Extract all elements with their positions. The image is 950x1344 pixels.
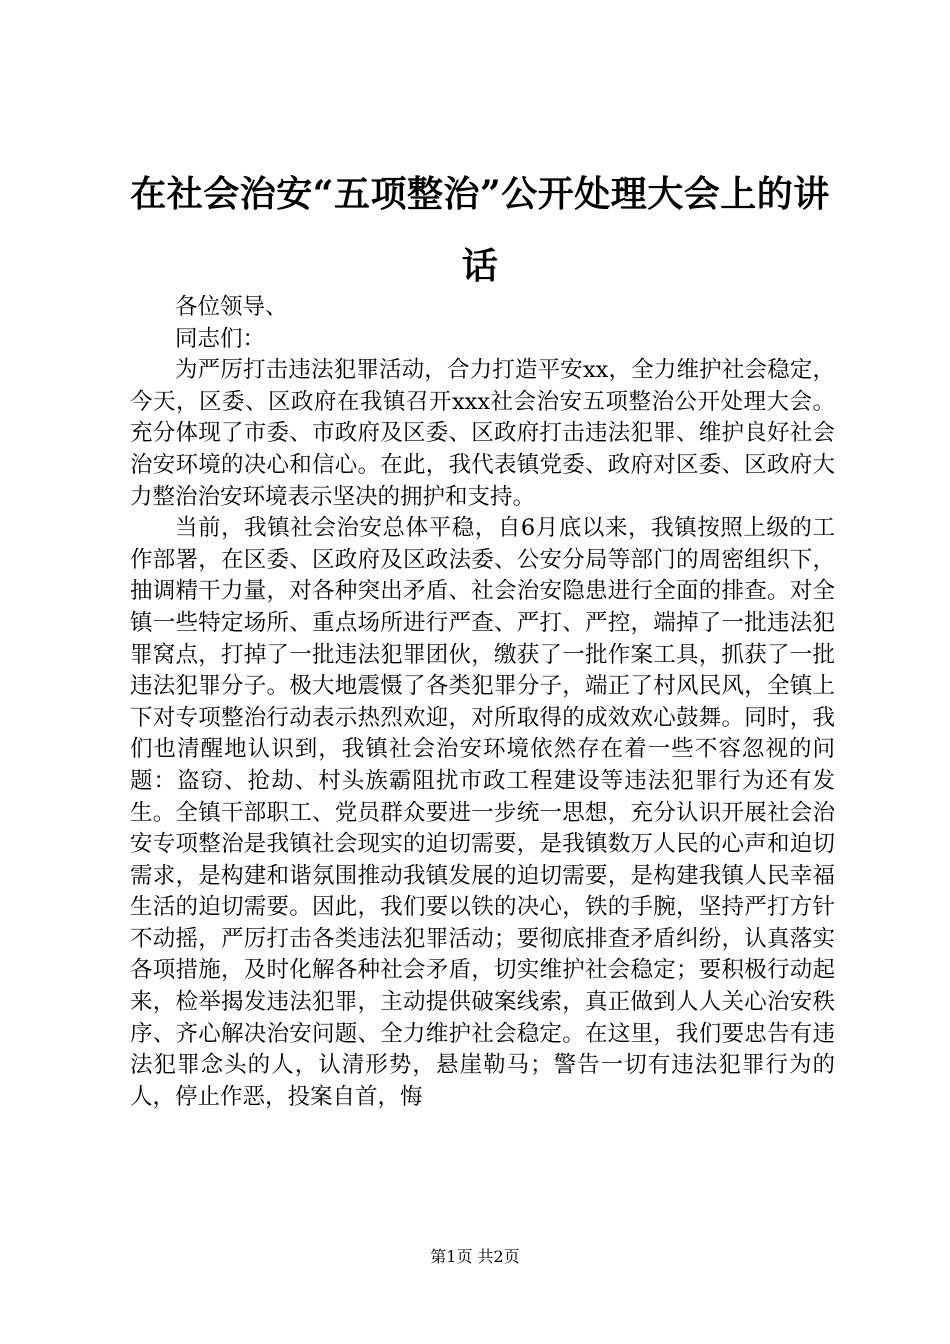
document-title: 在社会治安“五项整治”公开处理大会上的讲话 (130, 173, 830, 287)
salutation-line: 各位领导、 (175, 294, 288, 320)
salutation-line: 同志们： (175, 325, 266, 352)
body-paragraph: 为严厉打击违法犯罪活动，合力打造平安xx，全力维护社会稳定，今天，区委、区政府在我镇召开xxx社会治安五项整治公开处理大会。充分体现了市委、市政府及区委、区政府打击违法犯罪、维护良好社会治安环境的决心和信心。在此，我代表镇党委、政府对区委、区政府大力整治治安环境表示坚决的拥护和支持。 (130, 357, 835, 510)
document-body (130, 292, 835, 1113)
page-number: 第1页 共2页 (430, 1247, 520, 1266)
body-paragraph: 当前，我镇社会治安总体平稳，自6月底以来，我镇按照上级的工作部署，在区委、区政府及区政法委、公安分局等部门的周密组织下，抽调精干力量，对各种突出矛盾、社会治安隐患进行全面的排查。对全镇一些特定场所、重点场所进行严查、严打、严控，端掉了一批违法犯罪窝点，打掉了一批违法犯罪团伙，缴获了一批作案工具，抓获了一批违法犯罪分子。极大地震慑了各类犯罪分子，端正了村风民风，全镇上下对专项整治行动表示热烈欢迎，对所取得的成效欢心鼓舞。同时，我们也清醒地认识到，我镇社会治安环境依然存在着一些不容忽视的问题：盗窃、抢劫、村头族霸阻扰市政工程建设等违法犯罪行为还有发生。全镇干部职工、党员群众要进一步统一思想，充分认识开展社会治安专项整治是我镇社会现实的迫切需要，是我镇数万人民的心声和迫切需求，是构建和谐氛围推动我镇发展的迫切需要，是构建我镇人民幸福生活的迫切需要。因此，我们要以铁的决心，铁的手腕，坚持严打方针不动摇，严厉打击各类违法犯罪活动；要彻底排查矛盾纠纷，认真落实各项措施，及时化解各种社会矛盾，切实维护社会稳定；要积极行动起来，检举揭发违法犯罪，主动提供破案线索，真正做到人人关心治安秩序、齐心解决治安问题、全力维护社会稳定。在这里，我们要忠告有违法犯罪念头的人，认清形势，悬崖勒马；警告一切有违法犯罪行为的人，停止作恶，投案自首，悔 (130, 515, 835, 1110)
